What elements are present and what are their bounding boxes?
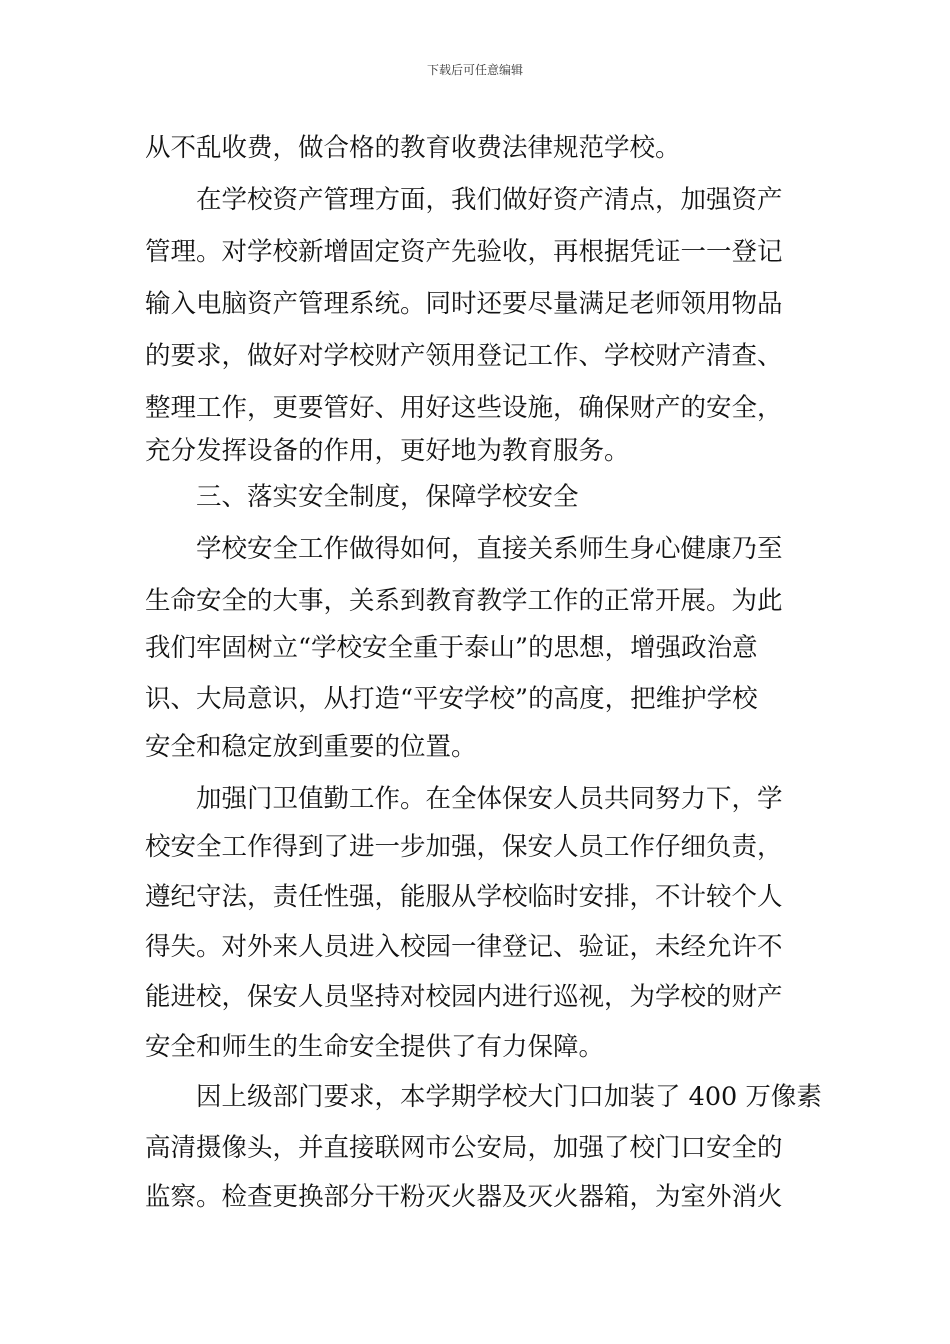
text-line: 生命安全的大事，关系到教育教学工作的正常开展。为此 <box>145 586 783 616</box>
text-line: 输入电脑资产管理系统。同时还要尽量满足老师领用物品 <box>145 289 783 319</box>
text-line: 识、大局意识，从打造“平安学校”的高度，把维护学校 <box>145 684 758 714</box>
paragraph-first-line: 学校安全工作做得如何，直接关系师生身心健康乃至 <box>196 534 783 564</box>
text-line: 的要求，做好对学校财产领用登记工作、学校财产清查、 <box>145 341 783 371</box>
text-line: 得失。对外来人员进入校园一律登记、验证，未经允许不 <box>145 932 783 962</box>
text-line: 高清摄像头，并直接联网市公安局，加强了校门口安全的 <box>145 1133 783 1163</box>
text-line: 充分发挥设备的作用，更好地为教育服务。 <box>145 436 630 466</box>
page-header: 下载后可任意编辑 <box>426 63 523 77</box>
paragraph-first-line: 在学校资产管理方面，我们做好资产清点，加强资产 <box>196 185 783 215</box>
paragraph-first-line: 因上级部门要求，本学期学校大门口加装了 400 万像素 <box>196 1082 822 1112</box>
text-line: 我们牢固树立“学校安全重于泰山”的思想，增强政治意 <box>145 633 758 663</box>
text-line: 遵纪守法，责任性强，能服从学校临时安排，不计较个人 <box>145 882 783 912</box>
text-line: 安全和稳定放到重要的位置。 <box>145 732 477 762</box>
text-line: 监察。检查更换部分干粉灭火器及灭火器箱，为室外消火 <box>145 1182 783 1212</box>
text-line: 管理。对学校新增固定资产先验收，再根据凭证一一登记 <box>145 237 783 267</box>
paragraph-first-line: 加强门卫值勤工作。在全体保安人员共同努力下，学 <box>196 784 783 814</box>
text-line: 校安全工作得到了进一步加强，保安人员工作仔细负责， <box>145 832 783 862</box>
text-line: 整理工作，更要管好、用好这些设施，确保财产的安全， <box>145 393 783 423</box>
section-heading: 三、落实安全制度，保障学校安全 <box>196 482 579 512</box>
text-line: 能进校，保安人员坚持对校园内进行巡视，为学校的财产 <box>145 982 783 1012</box>
text-line: 安全和师生的生命安全提供了有力保障。 <box>145 1032 605 1062</box>
text-line: 从不乱收费，做合格的教育收费法律规范学校。 <box>145 133 681 163</box>
